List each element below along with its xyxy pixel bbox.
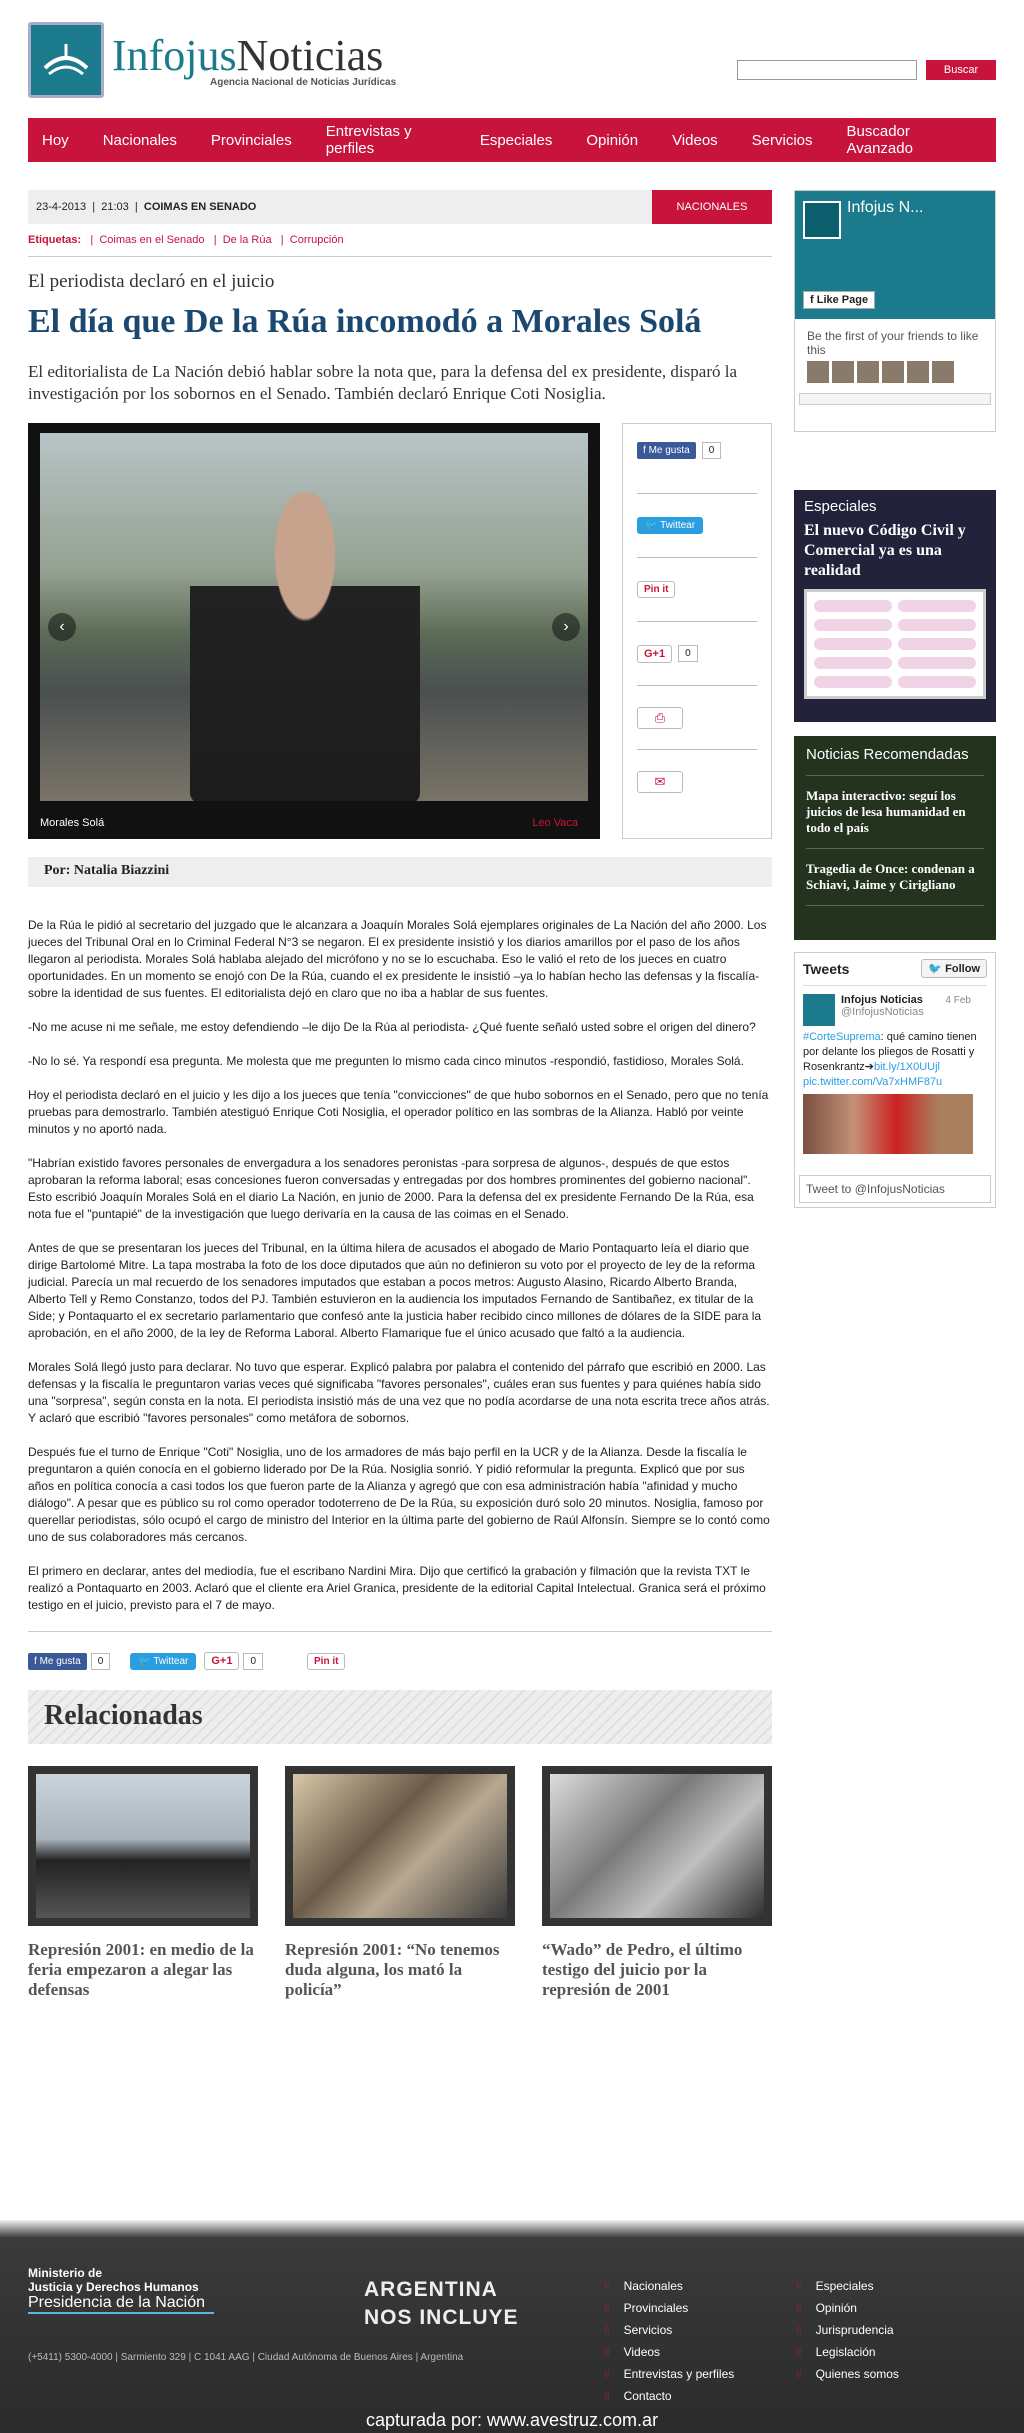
search-bar bbox=[737, 60, 996, 80]
share-bar-bottom bbox=[28, 1650, 772, 1672]
footer-link[interactable]: ⁞⁞ Jurisprudencia bbox=[796, 2320, 899, 2342]
gplus-count: 0 bbox=[678, 645, 698, 662]
recomendada-item[interactable]: Mapa interactivo: seguí los juicios de lesa humanidad en todo el país bbox=[806, 788, 966, 835]
related-title[interactable]: Represión 2001: “No tenemos duda alguna, los mató la policía” bbox=[285, 1940, 500, 1999]
related-title[interactable]: Represión 2001: en medio de la feria empezaron a alegar las defensas bbox=[28, 1940, 254, 1999]
related-thumbnail[interactable] bbox=[28, 1766, 258, 1926]
gplus-count: 0 bbox=[243, 1653, 263, 1670]
chevron-left-icon[interactable]: ‹ bbox=[48, 613, 76, 641]
recomendadas-block bbox=[794, 736, 996, 940]
follow-button[interactable]: 🐦 Follow bbox=[921, 959, 987, 978]
article-summary: El editorialista de La Nación debió hablar sobre la nota que, para la defensa del ex presidente, disparó la investigación por los sobornos en el Senado. También declaró Enrique Coti Nosiglia. bbox=[28, 362, 737, 403]
facebook-icon: f bbox=[810, 294, 817, 306]
article-column bbox=[28, 190, 772, 2000]
brand-name-b: Noticias bbox=[236, 30, 384, 80]
ministry-logo[interactable]: Ministerio de Justicia y Derechos Humanos Presidencia de la Nación bbox=[28, 2266, 214, 2314]
pinterest-button[interactable]: Pin it bbox=[307, 1653, 345, 1670]
article-paragraph: Antes de que se presentaran los jueces del Tribunal, en la última hilera de acusados el abogado de Mario Pontaquarto leía el diario que dirige Bartolomé Mitre. La tapa mostraba la foto de los doce diputados que aún no definieron su voto por el proyecto de ley de la reforma judicial. Parecía un mal recuerdo de los senadores imputados que estaban a pocos metros: Augusto Alasino, Ricardo Alberto Branda, Alberto Tell y Remo Constanzo, todos del PJ. También estuvieron en la audiencia los imputados Fernando de Santibañez, ex titular de la Side; y Pontaquarto el ex secretario parlamentario que confesó ante la justicia haber recibido cinco millones de dólares de la SIDE para la aprobación, en el año 2000, de la ley de Reforma Laboral. Alberto Flamarique fue el único acusado que faltó a la audiencia. bbox=[28, 1241, 762, 1340]
related-heading: Relacionadas bbox=[28, 1690, 772, 1744]
site-logo[interactable] bbox=[28, 22, 396, 98]
fb-faces bbox=[795, 361, 995, 383]
tweets-label: Tweets bbox=[803, 961, 850, 977]
google-plus-button[interactable]: G+1 bbox=[637, 645, 672, 663]
footer-link[interactable]: ⁞⁞ Legislación bbox=[796, 2342, 899, 2364]
fb-like-page-button[interactable]: f Like Page bbox=[803, 291, 875, 309]
like-count: 0 bbox=[702, 442, 722, 459]
footer-link[interactable]: ⁞⁞ Quienes somos bbox=[796, 2364, 899, 2386]
tag-link[interactable]: Corrupción bbox=[289, 234, 344, 246]
like-count: 0 bbox=[91, 1653, 111, 1670]
related-item[interactable] bbox=[285, 1766, 515, 2000]
article-kicker: El periodista declaró en el juicio bbox=[28, 271, 275, 292]
especiales-label: Especiales bbox=[804, 498, 877, 515]
footer-link[interactable]: ⁞⁞ Servicios bbox=[604, 2320, 734, 2342]
recomendada-item[interactable]: Tragedia de Once: condenan a Schiavi, Jaime y Cirigliano bbox=[806, 861, 975, 892]
facebook-like-button[interactable]: f Me gusta bbox=[637, 442, 696, 459]
tweet-image[interactable] bbox=[803, 1094, 973, 1154]
tweet-button[interactable]: 🐦 Twittear bbox=[637, 517, 703, 534]
related-item[interactable] bbox=[28, 1766, 258, 2000]
footer-link[interactable]: ⁞⁞ Nacionales bbox=[604, 2276, 734, 2298]
photo-slider bbox=[28, 423, 600, 839]
photo-credit: Leo Vaca bbox=[532, 817, 578, 829]
tweet-button[interactable]: 🐦 Twittear bbox=[130, 1653, 196, 1670]
article-paragraph: Hoy el periodista declaró en el juicio y les dijo a los jueces que tenía "convicciones" de que hubo sobornos en el Senado, pero que no tenía pruebas para demostrarlo. También atestiguó Enrique Coti Nosiglia, el operador político en las sombras de la Alianza. Habló por veinte minutos y no aportó nada. bbox=[28, 1088, 769, 1136]
facebook-page-widget bbox=[794, 190, 996, 432]
fb-scrollbar[interactable] bbox=[799, 393, 991, 405]
tweet-user[interactable]: Infojus Noticias bbox=[841, 994, 923, 1006]
article-meta-bar: 23-4-2013 | 21:03 | COIMAS EN SENADO NACIONALES bbox=[28, 190, 772, 224]
related-thumbnail[interactable] bbox=[542, 1766, 772, 1926]
photo-caption: Morales Solá bbox=[40, 817, 105, 829]
twitter-icon: 🐦 bbox=[138, 1655, 154, 1667]
tags-row: Etiquetas: | Coimas en el Senado | De la Rúa | Corrupción bbox=[28, 234, 344, 246]
facebook-icon: f bbox=[643, 445, 649, 456]
nav-nacionales[interactable]: Nacionales bbox=[102, 131, 177, 149]
fb-page-name[interactable]: Infojus N... bbox=[847, 199, 924, 216]
article-paragraph: "Habrían existido favores personales de envergadura a los senadores peronistas -para sorpresa de algunos-, después de que estos aprobaran la reforma laboral; esas concesiones fueron conversadas y entregadas por dos hombres prominentes del gobierno nacional". Esto escribió Joaquín Morales Solá en el diario La Nación, en junio de 2000. Para la defensa del ex presidente Fernando De la Rúa, esa nota fue el "puntapié" de la investigación que luego derivaría en la causa de las coimas en el Senado. bbox=[28, 1156, 754, 1221]
sidebar bbox=[794, 190, 996, 1208]
article-photo bbox=[40, 433, 588, 801]
nav-opinion[interactable]: Opinión bbox=[586, 131, 639, 149]
twitter-widget bbox=[794, 952, 996, 1208]
share-sidebar bbox=[622, 423, 772, 839]
photo-subject bbox=[190, 493, 420, 801]
media-block bbox=[28, 423, 772, 839]
fb-friends-text: Be the first of your friends to like this bbox=[807, 329, 979, 357]
article-paragraph: Después fue el turno de Enrique "Coti" Nosiglia, uno de los armadores de más bajo perfil en la UCR y de la Alianza. Desde la fiscalía le preguntaron a quién conocía en el gobierno liderado por De la Rúa. Nosiglia sonrió. Y pidió reformular la pregunta. Explicó que por sus años en política conocía a casi todos los que fueron parte de la Alianza y agregó que con esa administración había "afinidad y mucho diálogo". A pesar que es público su rol como operador todoterreno de De la Rúa, su exposición duró solo 20 minutos. Nosiglia, famoso por querellar periodistas, sólo ocupó el cargo de ministro del Interior en la última parte del gobierno de Raúl Alfonsín. Siempre se lo contó como uno de sus colaboradores más cercanos. bbox=[28, 1445, 770, 1544]
print-icon[interactable]: ⎙ bbox=[637, 707, 683, 729]
footer-link[interactable]: ⁞⁞ Contacto bbox=[604, 2386, 734, 2408]
footer-link[interactable]: ⁞⁞ Videos bbox=[604, 2342, 734, 2364]
especiales-image[interactable] bbox=[804, 589, 986, 699]
nav-provinciales[interactable]: Provinciales bbox=[210, 131, 292, 149]
related-thumbnail[interactable] bbox=[285, 1766, 515, 1926]
related-item[interactable] bbox=[542, 1766, 772, 2000]
related-title[interactable]: “Wado” de Pedro, el último testigo del juicio por la represión de 2001 bbox=[542, 1940, 743, 1999]
facebook-like-button[interactable]: f Me gusta bbox=[28, 1653, 87, 1670]
footer-link[interactable]: ⁞⁞ Opinión bbox=[796, 2298, 899, 2320]
article-body bbox=[28, 917, 772, 1614]
article-paragraph: -No lo sé. Ya respondí esa pregunta. Me molesta que me pregunten lo mismo cada cinco minutos -respondió, fastidioso, Morales Solá. bbox=[28, 1054, 744, 1068]
chevron-right-icon[interactable]: › bbox=[552, 613, 580, 641]
nav-especiales[interactable]: Especiales bbox=[479, 131, 553, 149]
footer-links-2 bbox=[796, 2276, 899, 2386]
fb-cover bbox=[795, 191, 995, 319]
recomendadas-label: Noticias Recomendadas bbox=[806, 746, 969, 763]
especiales-title[interactable]: El nuevo Código Civil y Comercial ya es una realidad bbox=[804, 522, 966, 579]
footer-link[interactable]: ⁞⁞ Especiales bbox=[796, 2276, 899, 2298]
nav-buscador-avanzado[interactable]: Buscador Avanzado bbox=[846, 123, 913, 157]
avatar[interactable] bbox=[803, 994, 835, 1026]
site-footer bbox=[0, 2220, 1024, 2433]
search-input[interactable] bbox=[737, 60, 917, 80]
divider bbox=[28, 1631, 772, 1632]
logo-emblem-icon bbox=[28, 22, 104, 98]
article-date: 23-4-2013 bbox=[36, 201, 87, 213]
article-paragraph: -No me acuse ni me señale, me estoy defendiendo –le dijo De la Rúa al periodista- ¿Qué fuente señaló usted sobre el origen del dinero? bbox=[28, 1020, 756, 1034]
article-paragraph: De la Rúa le pidió al secretario del juzgado que le alcanzara a Joaquín Morales Solá ejemplares originales de La Nación del año 2000. Los jueces del Tribunal Oral en lo Criminal Federal N°3 se negaron. El ex presidente insistió y los diarios amarillos por el paso de los años llegaron al periodista. Morales Solá hablaba alejado del micrófono y no se lo escuchaba. Eso le valió el reto de los jueces en cuatro oportunidades. En un momento se enojó con De la Rúa, cuando el ex presidente le insistió –ya lo habían hecho las defensas y la fiscalía- sobre la identidad de sus fuentes. El editorialista dejó en claro que no iba a hablar de sus fuentes. bbox=[28, 918, 767, 1000]
main-nav bbox=[28, 118, 996, 162]
footer-link[interactable]: ⁞⁞ Provinciales bbox=[604, 2298, 734, 2320]
tags-label: Etiquetas: bbox=[28, 234, 82, 246]
twitter-icon: 🐦 bbox=[928, 963, 946, 975]
article-time: 21:03 bbox=[101, 201, 129, 213]
site-header bbox=[0, 0, 1024, 118]
tweet-handle[interactable]: @InfojusNoticias bbox=[841, 1006, 924, 1018]
footer-link[interactable]: ⁞⁞ Entrevistas y perfiles bbox=[604, 2364, 734, 2386]
related-list bbox=[28, 1766, 772, 2000]
tag-link[interactable]: Coimas en el Senado bbox=[99, 234, 205, 246]
article-topic[interactable]: COIMAS EN SENADO bbox=[143, 201, 257, 213]
argentina-logo[interactable]: ARGENTINA NOS INCLUYE bbox=[364, 2278, 519, 2329]
tweet-date[interactable]: 4 Feb bbox=[945, 995, 971, 1006]
footer-links-1 bbox=[604, 2276, 734, 2408]
facebook-icon: f bbox=[34, 1655, 40, 1667]
divider bbox=[28, 256, 772, 257]
brand-name-a: Infojus bbox=[112, 30, 237, 80]
tag-link[interactable]: De la Rúa bbox=[222, 234, 272, 246]
article-title: El día que De la Rúa incomodó a Morales Solá bbox=[28, 303, 702, 340]
article-author: Por: Natalia Biazzini bbox=[28, 857, 772, 887]
nav-hoy[interactable]: Hoy bbox=[42, 131, 69, 149]
especiales-block bbox=[794, 490, 996, 722]
nav-videos[interactable]: Videos bbox=[672, 131, 718, 149]
tweet-text: #CorteSuprema: qué camino tienen por delante los pliegos de Rosatti y Rosenkrantz➔bit.ly/1X0UUjl pic.twitter.com/Va7xHMF87u bbox=[803, 1031, 977, 1088]
mail-icon[interactable]: ✉ bbox=[637, 771, 683, 793]
nav-servicios[interactable]: Servicios bbox=[751, 131, 813, 149]
pinterest-button[interactable]: Pin it bbox=[637, 581, 675, 598]
google-plus-button[interactable]: G+1 bbox=[204, 1652, 239, 1670]
article-paragraph: El primero en declarar, antes del mediodía, fue el escribano Nardini Mira. Dijo que certificó la grabación y filmación que la revista TXT le realizó a Pontaquarto en 2003. Aclaró que el cliente era Ariel Granica, presidente de la editorial Capital Intelectual. Granica será el próximo testigo en el juicio, previsto para el 7 de mayo. bbox=[28, 1564, 766, 1612]
section-badge[interactable]: NACIONALES bbox=[652, 190, 772, 224]
fb-page-logo-icon bbox=[803, 201, 841, 239]
search-button[interactable]: Buscar bbox=[926, 60, 996, 80]
nav-entrevistas[interactable]: Entrevistas y perfiles bbox=[325, 123, 412, 157]
twitter-icon: 🐦 bbox=[645, 520, 661, 531]
tweet-input[interactable]: Tweet to @InfojusNoticias bbox=[799, 1175, 991, 1203]
brand-tagline: Agencia Nacional de Noticias Jurídicas bbox=[210, 76, 397, 88]
capture-credit: capturada por: www.avestruz.com.ar bbox=[365, 2410, 659, 2430]
footer-address: (+5411) 5300-4000 | Sarmiento 329 | C 1041 AAG | Ciudad Autónoma de Buenos Aires | Argentina bbox=[28, 2352, 464, 2363]
article-paragraph: Morales Solá llegó justo para declarar. No tuvo que esperar. Explicó palabra por palabra el contenido del párrafo que escribió en 2000. Las defensas y la fiscalía le preguntaron varias veces qué significaba "favores personales", cuáles eran sus fuentes y para quiénes había sido una "sorpresa", según consta en la nota. El periodista insistió más de una vez que no podía acordarse de una nota escrita trece años atrás. Y aclaró que escribió "favores personales" como metáfora de sobornos. bbox=[28, 1360, 770, 1425]
